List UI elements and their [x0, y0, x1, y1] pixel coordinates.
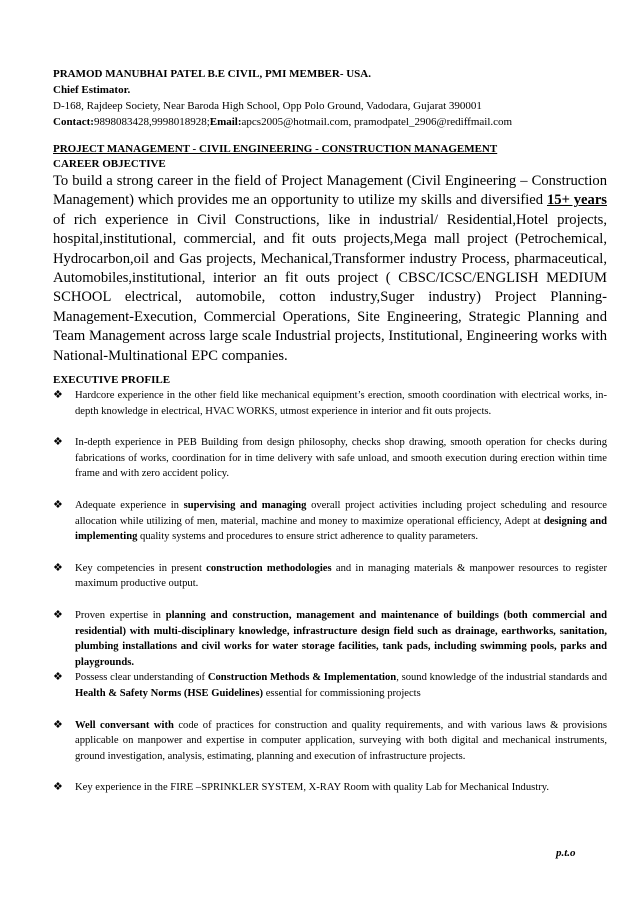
- bullet-text-bold: Well conversant with: [75, 719, 174, 731]
- phone-numbers: 9898083428,9998018928;: [93, 116, 210, 128]
- profile-bullet: [53, 780, 607, 796]
- bullet-text: [75, 608, 607, 670]
- address-line: D-168, Rajdeep Society, Near Baroda High School, Opp Polo Ground, Vadodara, Gujarat 390001: [53, 100, 482, 112]
- bullet-text: [75, 718, 607, 765]
- diamond-bullet-icon: ❖: [53, 499, 63, 512]
- diamond-bullet-icon: ❖: [53, 671, 63, 684]
- career-text-after: of rich experience in Civil Constructions, like in industrial/ Residential,Hotel projects, hospital,institutional, commercial, and fit outs projects,Mega mall project (Petrochemical, Hydrocarbon,oil and Gas projects, Mechanical,Transformer industry Process, pharmaceutical, Automobiles,institutional, interior an fit outs project ( CBSC/ICSC/ENGLISH MEDIUM SCHOOL electrical, automobile, cotton industry,Suger industry) Project Planning-Management-Execution, Commercial Operations, Site Engineering, Strategic Planning and Team Management across large scale Industrial projects, Institutional, Engineering works with National-Multinational EPC companies.: [53, 211, 607, 364]
- bullet-text: Key experience in the FIRE –SPRINKLER SYSTEM, X-RAY Room with quality Lab for Mechanical Industry.: [75, 782, 550, 794]
- bullet-text-part: essential for commissioning projects: [263, 687, 421, 699]
- role-title: Chief Estimator.: [53, 84, 131, 96]
- resume-page: [53, 66, 607, 796]
- email-addresses: apcs2005@hotmail.com, pramodpatel_2906@rediffmail.com: [241, 116, 513, 128]
- profile-bullet: [53, 718, 607, 765]
- bullet-text-part: Adequate experience in: [75, 500, 184, 512]
- years-experience: 15+ years: [546, 192, 607, 209]
- profile-bullet: [53, 608, 607, 670]
- bullet-text-bold: construction methodologies: [206, 562, 332, 574]
- bullet-text: [75, 561, 607, 592]
- bullet-text-part: and in managing materials & manpower resources to register maximum productive output.: [75, 562, 607, 590]
- bullet-text-part: overall project activities including project scheduling and resource allocation while utilizing of men, material, machine and money to maximize operational efficiency, Adept at: [75, 500, 607, 527]
- diamond-bullet-icon: ❖: [53, 781, 63, 794]
- bullet-text: Hardcore experience in the other field like mechanical equipment’s erection, smooth coordination with electrical works, in-depth knowledge in electrical, HVAC WORKS, utmost experience in interior and fit outs projects.: [75, 390, 607, 417]
- career-text-before: To build a strong career in the field of Project Management (Civil Engineering – Construction Management) which provides me an opportunity to utilize my skills and diversified: [53, 173, 607, 209]
- bullet-text-part: quality systems and procedures to ensure strict adherence to quality parameters.: [137, 531, 479, 543]
- bullet-text-bold: supervising and managing: [183, 500, 307, 512]
- contact-line: [53, 114, 607, 130]
- profile-bullet: [53, 388, 607, 419]
- bullet-text-part: Proven expertise in: [75, 610, 166, 621]
- bullet-text-bold: designing and implementing: [75, 515, 607, 543]
- profile-bullet: [53, 561, 607, 592]
- headline: PROJECT MANAGEMENT - CIVIL ENGINEERING - CONSTRUCTION MANAGEMENT: [53, 143, 498, 155]
- diamond-bullet-icon: ❖: [53, 718, 63, 731]
- profile-bullet: [53, 435, 607, 482]
- bullet-text-bold: planning and construction, management and maintenance of buildings (both commercial and residential) with multi-disciplinary knowledge, infrastructure design field such as drainage, earthworks, sanitation, plumbing installations and civil works for water storage facilities, tank pads, including swimming pools, parks and playgrounds.: [75, 610, 607, 668]
- bullet-text-bold: Construction Methods & Implementation: [207, 672, 397, 684]
- diamond-bullet-icon: ❖: [53, 436, 63, 449]
- bullet-text-part: code of practices for construction and quality requirements, and with various laws & provisions applicable on manpower and expertise in computer application, surveying with both digital and mechanical instruments, ground investigation, analysis, estimating, planning and execution of infrastructure projects.: [75, 719, 607, 762]
- page-turn-note: p.t.o: [556, 847, 576, 859]
- executive-profile-title: EXECUTIVE PROFILE: [53, 374, 171, 387]
- email-label: Email:: [209, 116, 242, 128]
- diamond-bullet-icon: ❖: [53, 389, 63, 402]
- career-objective-title: CAREER OBJECTIVE: [53, 158, 166, 170]
- career-objective-text: [53, 172, 607, 366]
- bullet-text-bold: Health & Safety Norms (HSE Guidelines): [75, 687, 264, 699]
- profile-bullet: [53, 498, 607, 545]
- diamond-bullet-icon: ❖: [53, 609, 63, 621]
- bullet-text-part: Possess clear understanding of: [75, 672, 208, 684]
- contact-label: Contact:: [53, 116, 94, 128]
- name-line: PRAMOD MANUBHAI PATEL B.E CIVIL, PMI MEMBER- USA.: [53, 68, 371, 80]
- profile-bullet-list: [53, 388, 607, 796]
- bullet-text-part: Key competencies in present: [75, 562, 207, 574]
- bullet-text-part: , sound knowledge of the industrial standards and: [396, 672, 607, 684]
- bullet-text: In-depth experience in PEB Building from design philosophy, checks shop drawing, smooth operation for checks during fabrications of works, coordination for in time delivery with safe unload, and smooth execution during erection within time frame and with zero accident policy.: [75, 437, 607, 480]
- profile-bullet: [53, 670, 607, 701]
- diamond-bullet-icon: ❖: [53, 561, 63, 574]
- bullet-text: [75, 670, 607, 701]
- bullet-text: [75, 498, 607, 545]
